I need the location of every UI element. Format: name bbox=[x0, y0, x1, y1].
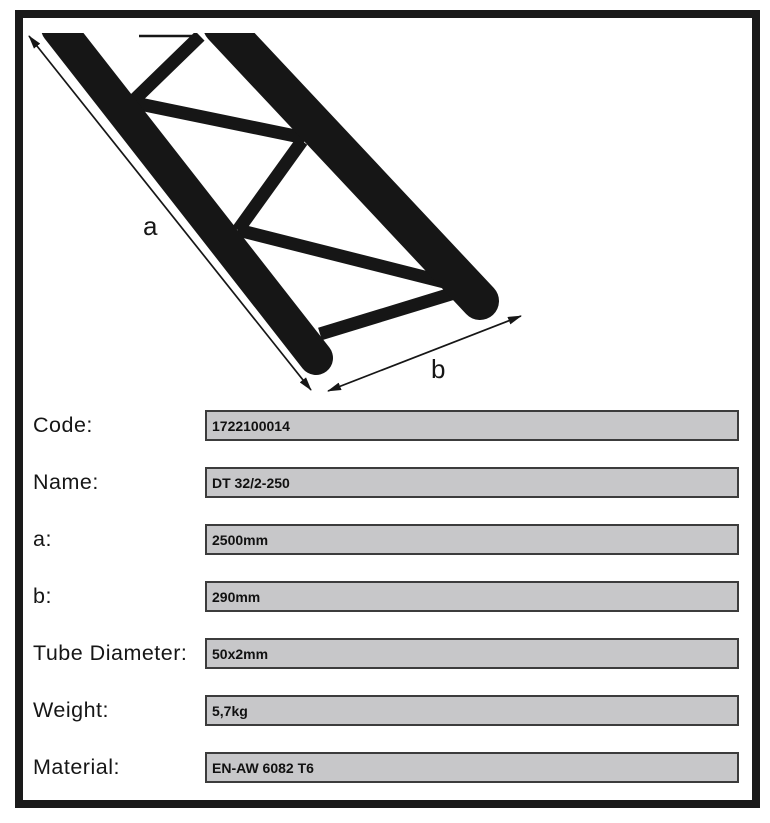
spec-row-code bbox=[0, 410, 770, 441]
truss-brace-3 bbox=[238, 141, 302, 230]
name-label: Name: bbox=[33, 470, 99, 494]
dimension-label-b: b bbox=[431, 354, 446, 384]
spec-row-name bbox=[0, 467, 770, 498]
truss-diagram bbox=[0, 0, 770, 400]
weight-label: Weight: bbox=[33, 698, 109, 722]
spec-row-material bbox=[0, 752, 770, 783]
name-value-field: DT 32/2-250 bbox=[205, 467, 739, 498]
dimension-label-a: a bbox=[143, 211, 158, 241]
truss-end-rung bbox=[320, 290, 464, 334]
tube-diameter-label: Tube Diameter: bbox=[33, 641, 188, 665]
a-label: a: bbox=[33, 527, 52, 551]
a-value-field: 2500mm bbox=[205, 524, 739, 555]
material-label: Material: bbox=[33, 755, 120, 779]
b-label: b: bbox=[33, 584, 52, 608]
spec-row-weight bbox=[0, 695, 770, 726]
spec-row-a bbox=[0, 524, 770, 555]
spec-row-b bbox=[0, 581, 770, 612]
tube-diameter-value-field: 50x2mm bbox=[205, 638, 739, 669]
b-value-field: 290mm bbox=[205, 581, 739, 612]
code-label: Code: bbox=[33, 413, 93, 437]
code-value-field: 1722100014 bbox=[205, 410, 739, 441]
weight-value-field: 5,7kg bbox=[205, 695, 739, 726]
truss-brace-1 bbox=[130, 36, 200, 104]
material-value-field: EN-AW 6082 T6 bbox=[205, 752, 739, 783]
spec-row-tube-diameter bbox=[0, 638, 770, 669]
